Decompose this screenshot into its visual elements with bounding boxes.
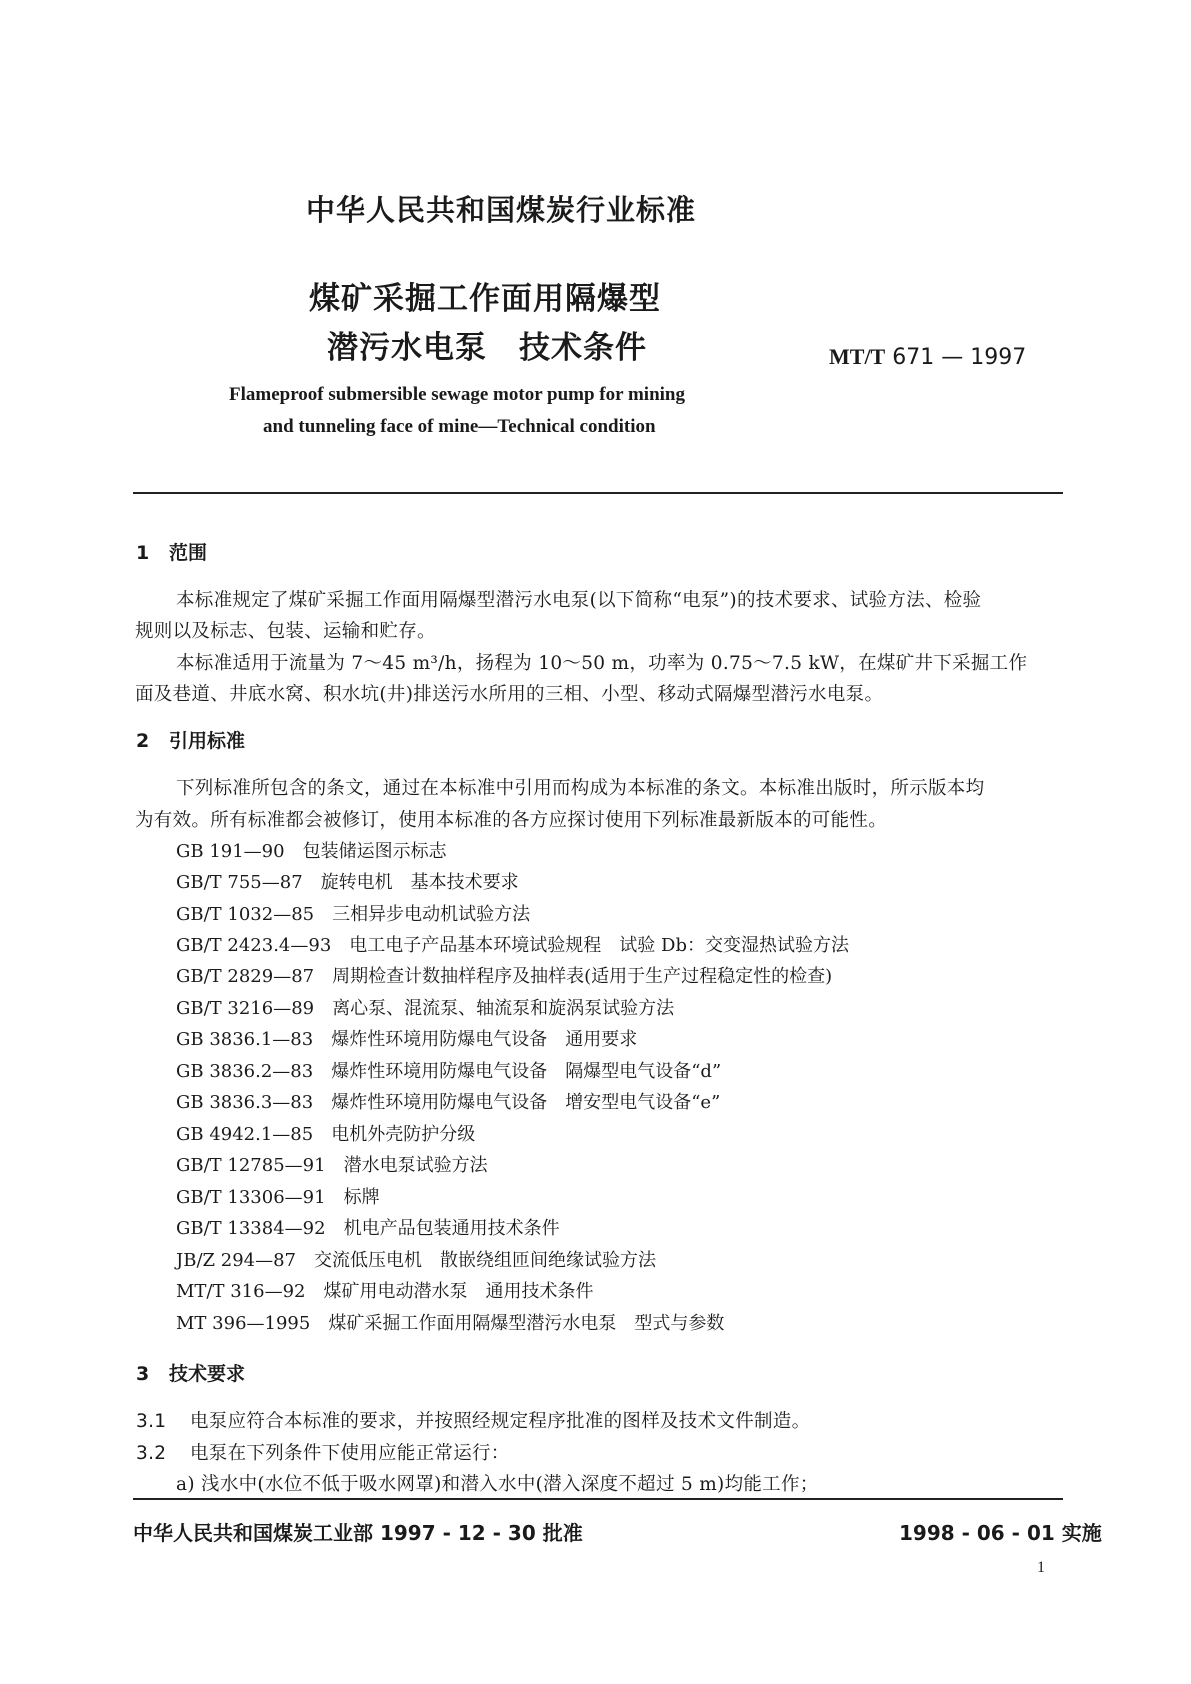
reference-code: GB/T 2829—87 — [176, 966, 315, 987]
reference-item — [176, 1183, 380, 1209]
scope-paragraph-2-line2: 面及巷道、井底水窝、积水坑(井)排送污水所用的三相、小型、移动式隔爆型潜污水电泵。 — [135, 684, 884, 705]
reference-item — [176, 1120, 475, 1146]
section-number: 3 — [136, 1363, 150, 1385]
reference-code: GB 3836.2—83 — [176, 1061, 314, 1082]
page-number: 1 — [1037, 1559, 1045, 1576]
scope-paragraph-1-line1: 本标准规定了煤矿采掘工作面用隔爆型潜污水电泵(以下简称“电泵”)的技术要求、试验方法、检验 — [176, 590, 982, 611]
reference-item — [176, 1025, 637, 1051]
scope-paragraph-1-line2: 规则以及标志、包装、运输和贮存。 — [135, 621, 436, 642]
reference-title: 爆炸性环境用防爆电气设备 隔爆型电气设备“d” — [331, 1061, 722, 1082]
standard-number — [829, 344, 1026, 370]
section-3-heading — [136, 1359, 245, 1386]
reference-title: 潜水电泵试验方法 — [343, 1155, 488, 1176]
section-1-heading — [136, 538, 207, 565]
reference-title: 爆炸性环境用防爆电气设备 增安型电气设备“e” — [331, 1092, 721, 1113]
section-title: 范围 — [169, 542, 208, 564]
reference-code: GB/T 13306—91 — [176, 1187, 326, 1208]
reference-title: 煤矿用电动潜水泵 通用技术条件 — [323, 1281, 594, 1302]
reference-title: 电机外壳防护分级 — [331, 1124, 476, 1145]
reference-item — [176, 962, 832, 988]
reference-item — [176, 1277, 594, 1303]
reference-code: GB/T 13384—92 — [176, 1218, 326, 1239]
reference-title: 煤矿采掘工作面用隔爆型潜污水电泵 型式与参数 — [328, 1313, 725, 1334]
section-title: 引用标准 — [169, 730, 246, 752]
reference-item — [176, 1057, 721, 1083]
scope-paragraph-2-line1: 本标准适用于流量为 7～45 m³/h，扬程为 10～50 m，功率为 0.75～7.5 kW，在煤矿井下采掘工作 — [176, 653, 1028, 674]
reference-code: GB 3836.1—83 — [176, 1029, 314, 1050]
clause-3-1 — [136, 1407, 810, 1433]
reference-code: GB/T 1032—85 — [176, 904, 315, 925]
clause-number: 3.1 — [136, 1411, 167, 1432]
reference-item — [176, 1309, 724, 1335]
reference-title: 三相异步电动机试验方法 — [332, 904, 531, 925]
reference-item — [176, 1151, 488, 1177]
reference-title: 离心泵、混流泵、轴流泵和旋涡泵试验方法 — [332, 998, 675, 1019]
reference-item — [176, 837, 447, 863]
references-intro-line1: 下列标准所包含的条文，通过在本标准中引用而构成为本标准的条文。本标准出版时，所示版本均 — [176, 778, 985, 799]
reference-code: GB 3836.3—83 — [176, 1092, 314, 1113]
section-title: 技术要求 — [169, 1363, 246, 1385]
section-2-heading — [136, 726, 245, 753]
title-cn-line1: 煤矿采掘工作面用隔爆型 — [309, 281, 661, 317]
clause-text: 电泵应符合本标准的要求，并按照经规定程序批准的图样及技术文件制造。 — [190, 1411, 811, 1432]
section-number: 1 — [136, 542, 150, 564]
clause-3-2-a: a) 浅水中(水位不低于吸水网罩)和潜入水中(潜入深度不超过 5 m)均能工作； — [176, 1474, 819, 1495]
standard-category: 中华人民共和国煤炭行业标准 — [306, 193, 697, 227]
footer-divider — [133, 1498, 1063, 1500]
standard-prefix: MT/T — [829, 344, 886, 369]
reference-code: GB 191—90 — [176, 841, 285, 862]
header-divider — [133, 492, 1063, 494]
clause-3-2 — [136, 1439, 510, 1465]
reference-title: 爆炸性环境用防爆电气设备 通用要求 — [331, 1029, 638, 1050]
reference-item — [176, 1214, 560, 1240]
reference-title: 电工电子产品基本环境试验规程 试验 Db：交变湿热试验方法 — [349, 935, 849, 956]
title-en-line1: Flameproof submersible sewage motor pump for mining — [229, 384, 685, 405]
reference-item — [176, 868, 519, 894]
reference-title: 旋转电机 基本技术要求 — [320, 872, 519, 893]
reference-title: 包装储运图示标志 — [302, 841, 447, 862]
reference-code: JB/Z 294—87 — [176, 1250, 296, 1271]
reference-code: GB/T 755—87 — [176, 872, 303, 893]
reference-code: GB/T 12785—91 — [176, 1155, 326, 1176]
reference-code: GB 4942.1—85 — [176, 1124, 314, 1145]
reference-title: 标牌 — [343, 1187, 380, 1208]
approval-line: 中华人民共和国煤炭工业部 1997 - 12 - 30 批准 — [133, 1521, 583, 1545]
reference-item — [176, 1088, 720, 1114]
reference-code: GB/T 3216—89 — [176, 998, 315, 1019]
effective-date: 1998 - 06 - 01 实施 — [899, 1521, 1102, 1545]
standard-number-value: 671 — 1997 — [892, 345, 1027, 370]
reference-code: MT/T 316—92 — [176, 1281, 306, 1302]
reference-item — [176, 994, 674, 1020]
reference-title: 机电产品包装通用技术条件 — [343, 1218, 560, 1239]
section-number: 2 — [136, 730, 150, 752]
reference-title: 交流低压电机 散嵌绕组匝间绝缘试验方法 — [314, 1250, 656, 1271]
title-cn-line2: 潜污水电泵 技术条件 — [327, 330, 647, 366]
reference-code: GB/T 2423.4—93 — [176, 935, 332, 956]
reference-item — [176, 931, 849, 957]
reference-item — [176, 900, 530, 926]
references-intro-line2: 为有效。所有标准都会被修订，使用本标准的各方应探讨使用下列标准最新版本的可能性。 — [135, 810, 888, 831]
reference-item — [176, 1246, 656, 1272]
reference-code: MT 396—1995 — [176, 1313, 311, 1334]
title-en-line2: and tunneling face of mine—Technical condition — [263, 416, 656, 437]
clause-number: 3.2 — [136, 1443, 167, 1464]
reference-title: 周期检查计数抽样程序及抽样表(适用于生产过程稳定性的检查) — [332, 966, 833, 987]
clause-text: 电泵在下列条件下使用应能正常运行： — [190, 1443, 510, 1464]
